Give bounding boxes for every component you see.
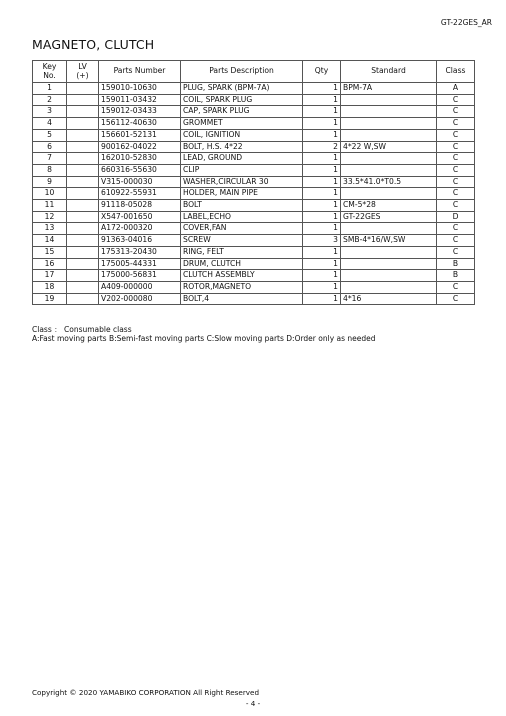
cell-parts-description: CLUTCH ASSEMBLY	[181, 270, 303, 282]
cell-key-no: 8	[33, 164, 67, 176]
class-note-title: Class ： Consumable class	[32, 325, 132, 334]
table-header-row	[33, 61, 475, 83]
copyright: Copyright © 2020 YAMABIKO CORPORATION All Right Reserved	[32, 688, 260, 697]
header-key-no: Key No.	[33, 61, 67, 83]
cell-lv	[67, 94, 99, 106]
cell-qty: 1	[303, 106, 341, 118]
table-row	[33, 141, 475, 153]
cell-class: C	[437, 281, 475, 293]
cell-parts-description: WASHER,CIRCULAR 30	[181, 176, 303, 188]
cell-key-no: 18	[33, 281, 67, 293]
cell-parts-description: CAP, SPARK PLUG	[181, 106, 303, 118]
cell-class: A	[437, 83, 475, 95]
cell-key-no: 15	[33, 246, 67, 258]
cell-parts-number: X547-001650	[99, 211, 181, 223]
cell-qty: 1	[303, 223, 341, 235]
cell-parts-number: 156601-52131	[99, 129, 181, 141]
cell-standard	[341, 164, 437, 176]
table-row	[33, 293, 475, 305]
cell-standard: 33.5*41.0*T0.5	[341, 176, 437, 188]
cell-parts-number: 610922-55931	[99, 188, 181, 200]
header-parts-number: Parts Number	[99, 61, 181, 83]
table-row	[33, 270, 475, 282]
cell-parts-description: PLUG, SPARK (BPM-7A)	[181, 83, 303, 95]
cell-class: C	[437, 118, 475, 130]
cell-key-no: 13	[33, 223, 67, 235]
cell-lv	[67, 118, 99, 130]
table-row	[33, 94, 475, 106]
table-row	[33, 246, 475, 258]
cell-parts-description: BOLT	[181, 200, 303, 212]
cell-key-no: 9	[33, 176, 67, 188]
cell-class: C	[437, 94, 475, 106]
cell-class: C	[437, 141, 475, 153]
header-class: Class	[437, 61, 475, 83]
cell-standard	[341, 94, 437, 106]
cell-parts-number: A409-000000	[99, 281, 181, 293]
cell-parts-number: 159012-03433	[99, 106, 181, 118]
cell-qty: 1	[303, 176, 341, 188]
cell-key-no: 4	[33, 118, 67, 130]
cell-parts-number: 159010-10630	[99, 83, 181, 95]
cell-qty: 2	[303, 141, 341, 153]
cell-standard	[341, 118, 437, 130]
cell-class: C	[437, 153, 475, 165]
cell-class: C	[437, 235, 475, 247]
header-standard: Standard	[341, 61, 437, 83]
cell-qty: 1	[303, 293, 341, 305]
cell-parts-description: LEAD, GROUND	[181, 153, 303, 165]
cell-qty: 1	[303, 129, 341, 141]
header-qty: Qty	[303, 61, 341, 83]
cell-parts-number: V202-000080	[99, 293, 181, 305]
cell-parts-description: SCREW	[181, 235, 303, 247]
cell-standard	[341, 106, 437, 118]
cell-qty: 1	[303, 83, 341, 95]
cell-lv	[67, 211, 99, 223]
cell-key-no: 17	[33, 270, 67, 282]
cell-lv	[67, 223, 99, 235]
table-row	[33, 118, 475, 130]
cell-parts-description: COIL, SPARK PLUG	[181, 94, 303, 106]
cell-lv	[67, 246, 99, 258]
cell-standard: BPM-7A	[341, 83, 437, 95]
cell-parts-number: 660316-55630	[99, 164, 181, 176]
cell-parts-description: HOLDER, MAIN PIPE	[181, 188, 303, 200]
cell-parts-description: BOLT, H.S. 4*22	[181, 141, 303, 153]
cell-parts-number: 175313-20430	[99, 246, 181, 258]
cell-class: C	[437, 188, 475, 200]
cell-standard	[341, 281, 437, 293]
table-row	[33, 129, 475, 141]
document-code: GT-22GES_AR	[440, 18, 492, 27]
cell-key-no: 16	[33, 258, 67, 270]
cell-parts-description: COIL, IGNITION	[181, 129, 303, 141]
table-row	[33, 281, 475, 293]
cell-parts-number: 175000-56831	[99, 270, 181, 282]
cell-lv	[67, 258, 99, 270]
cell-parts-number: 162010-52830	[99, 153, 181, 165]
cell-qty: 3	[303, 235, 341, 247]
class-note-legend: A:Fast moving parts B:Semi-fast moving parts C:Slow moving parts D:Order only as needed	[32, 334, 376, 344]
parts-table-body	[33, 83, 475, 305]
cell-class: C	[437, 129, 475, 141]
cell-standard: CM-5*28	[341, 200, 437, 212]
cell-lv	[67, 293, 99, 305]
table-row	[33, 153, 475, 165]
cell-key-no: 5	[33, 129, 67, 141]
class-notes	[32, 325, 376, 344]
cell-parts-description: RING, FELT	[181, 246, 303, 258]
cell-parts-number: 91363-04016	[99, 235, 181, 247]
cell-key-no: 3	[33, 106, 67, 118]
cell-qty: 1	[303, 188, 341, 200]
cell-qty: 1	[303, 94, 341, 106]
cell-standard	[341, 270, 437, 282]
header-lv: LV (+)	[67, 61, 99, 83]
cell-qty: 1	[303, 281, 341, 293]
cell-key-no: 1	[33, 83, 67, 95]
page-title: MAGNETO, CLUTCH	[32, 37, 155, 52]
cell-class: C	[437, 106, 475, 118]
cell-parts-description: CLIP	[181, 164, 303, 176]
cell-lv	[67, 164, 99, 176]
cell-lv	[67, 200, 99, 212]
cell-class: C	[437, 223, 475, 235]
cell-parts-description: GROMMET	[181, 118, 303, 130]
cell-lv	[67, 188, 99, 200]
cell-class: D	[437, 211, 475, 223]
cell-parts-number: V315-000030	[99, 176, 181, 188]
cell-standard	[341, 129, 437, 141]
table-row	[33, 200, 475, 212]
table-row	[33, 83, 475, 95]
cell-lv	[67, 141, 99, 153]
cell-parts-description: BOLT,4	[181, 293, 303, 305]
cell-key-no: 14	[33, 235, 67, 247]
cell-qty: 1	[303, 118, 341, 130]
cell-qty: 1	[303, 246, 341, 258]
cell-parts-number: 900162-04022	[99, 141, 181, 153]
cell-parts-number: 91118-05028	[99, 200, 181, 212]
cell-qty: 1	[303, 164, 341, 176]
page-number: - 4 -	[245, 699, 261, 708]
cell-standard	[341, 258, 437, 270]
cell-class: B	[437, 258, 475, 270]
cell-standard: 4*22 W,SW	[341, 141, 437, 153]
cell-key-no: 10	[33, 188, 67, 200]
cell-key-no: 11	[33, 200, 67, 212]
table-row	[33, 106, 475, 118]
table-row	[33, 176, 475, 188]
header-parts-description: Parts Description	[181, 61, 303, 83]
cell-standard	[341, 223, 437, 235]
cell-parts-number: 159011-03432	[99, 94, 181, 106]
cell-qty: 1	[303, 211, 341, 223]
cell-lv	[67, 153, 99, 165]
cell-key-no: 6	[33, 141, 67, 153]
cell-standard	[341, 153, 437, 165]
cell-key-no: 12	[33, 211, 67, 223]
cell-lv	[67, 129, 99, 141]
cell-key-no: 19	[33, 293, 67, 305]
cell-standard	[341, 188, 437, 200]
cell-key-no: 7	[33, 153, 67, 165]
cell-parts-description: LABEL,ECHO	[181, 211, 303, 223]
cell-parts-number: A172-000320	[99, 223, 181, 235]
cell-class: C	[437, 176, 475, 188]
cell-parts-description: COVER,FAN	[181, 223, 303, 235]
cell-lv	[67, 235, 99, 247]
cell-parts-number: 156112-40630	[99, 118, 181, 130]
cell-lv	[67, 281, 99, 293]
cell-lv	[67, 176, 99, 188]
parts-table	[32, 60, 475, 305]
cell-standard: GT-22GES	[341, 211, 437, 223]
table-row	[33, 211, 475, 223]
cell-class: C	[437, 164, 475, 176]
table-row	[33, 223, 475, 235]
cell-lv	[67, 106, 99, 118]
table-row	[33, 258, 475, 270]
cell-key-no: 2	[33, 94, 67, 106]
cell-class: C	[437, 246, 475, 258]
cell-standard	[341, 246, 437, 258]
table-row	[33, 164, 475, 176]
cell-qty: 1	[303, 258, 341, 270]
cell-standard: 4*16	[341, 293, 437, 305]
cell-parts-description: DRUM, CLUTCH	[181, 258, 303, 270]
cell-class: C	[437, 293, 475, 305]
cell-class: C	[437, 200, 475, 212]
cell-lv	[67, 83, 99, 95]
cell-class: B	[437, 270, 475, 282]
cell-qty: 1	[303, 153, 341, 165]
table-row	[33, 235, 475, 247]
cell-standard: SMB-4*16/W,SW	[341, 235, 437, 247]
cell-lv	[67, 270, 99, 282]
table-row	[33, 188, 475, 200]
cell-qty: 1	[303, 200, 341, 212]
cell-parts-description: ROTOR,MAGNETO	[181, 281, 303, 293]
cell-qty: 1	[303, 270, 341, 282]
cell-parts-number: 175005-44331	[99, 258, 181, 270]
